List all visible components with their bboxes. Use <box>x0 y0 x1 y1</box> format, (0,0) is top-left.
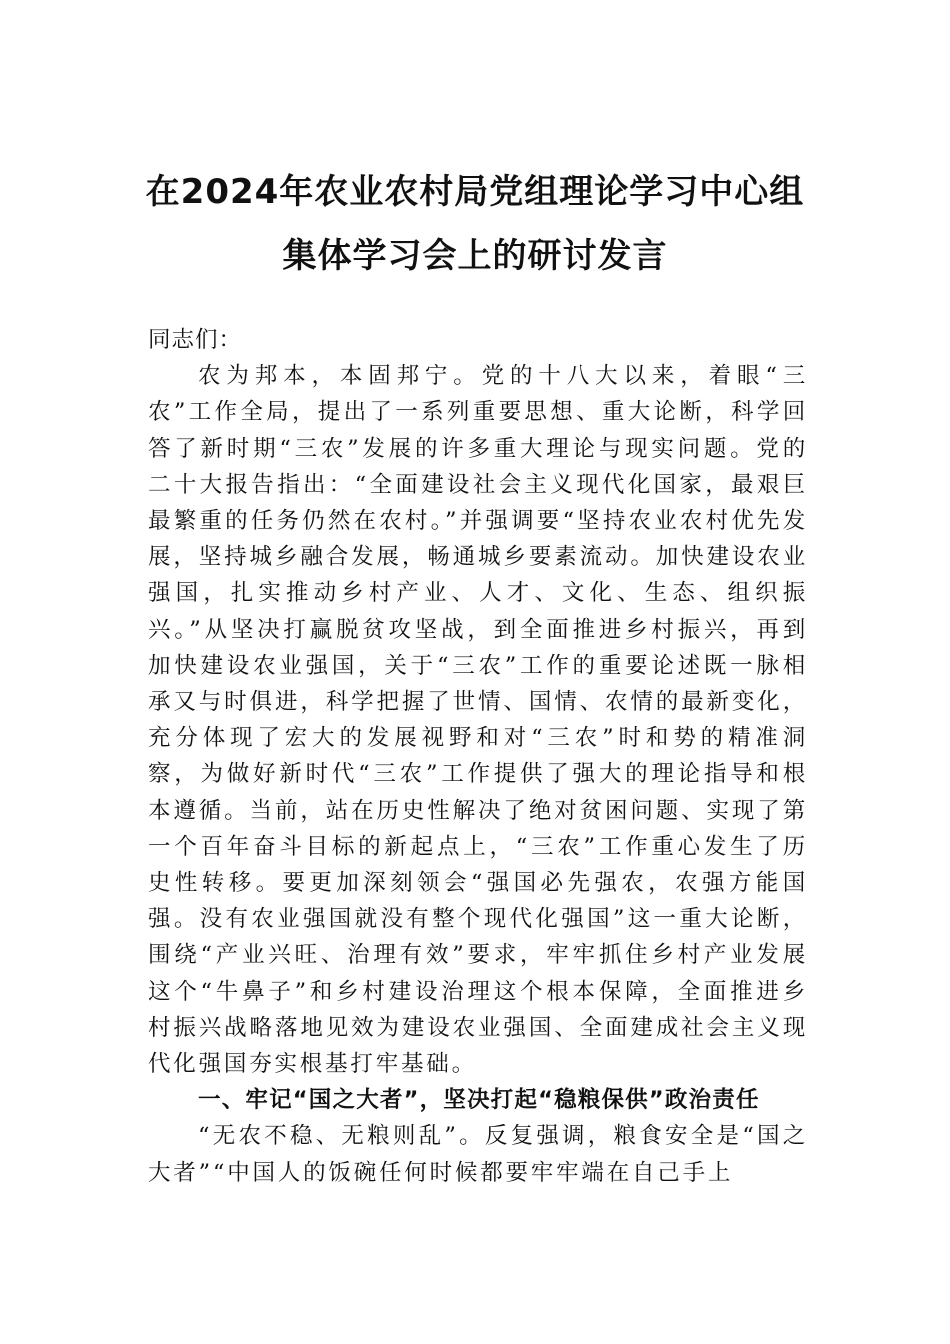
section-heading-1: 一、牢记“国之大者”，坚决打起“稳粮保供”政治责任 <box>198 1087 760 1114</box>
paragraph-intro: 农为邦本，本固邦宁。党的十八大以来，着眼“三农”工作全局，提出了一系列重要思想、重大论断，科学回答了新时期“三农”发展的许多重大理论与现实问题。党的二十大报告指出：“全面建设社会主义现代化国家，最艰巨最繁重的任务仍然在农村。”并强调要“坚持农业农村优先发展，坚持城乡融合发展，畅通城乡要素流动。加快建设农业强国，扎实推动乡村产业、人才、文化、生态、组织振兴。”从坚决打赢脱贫攻坚战，到全面推进乡村振兴，再到加快建设农业强国，关于“三农”工作的重要论述既一脉相承又与时俱进，科学把握了世情、国情、农情的最新变化，充分体现了宏大的发展视野和对“三农”时和势的精准洞察，为做好新时代“三农”工作提供了强大的理论指导和根本遵循。当前，站在历史性解决了绝对贫困问题、实现了第一个百年奋斗目标的新起点上，“三农”工作重心发生了历史性转移。要更加深刻领会“强国必先强农，农强方能国强。没有农业强国就没有整个现代化强国”这一重大论断，围绕“产业兴旺、治理有效”要求，牢牢抓住乡村产业发展这个“牛鼻子”和乡村建设治理这个根本保障，全面推进乡村振兴战略落地见效为建设农业强国、全面建成社会主义现代化强国夯实根基打牢基础。 <box>148 363 808 1078</box>
document-title-line-2: 集体学习会上的研讨发言 <box>282 236 668 276</box>
document-title-line-1: 在2024年农业农村局党组理论学习中心组 <box>145 172 805 212</box>
document-body <box>148 322 808 1191</box>
paragraph-section-1: “无农不稳、无粮则乱”。反复强调，粮食安全是“国之大者”“中国人的饭碗任何时候都要牢牢端在自己手上 <box>148 1123 808 1186</box>
salutation: 同志们： <box>148 327 243 353</box>
